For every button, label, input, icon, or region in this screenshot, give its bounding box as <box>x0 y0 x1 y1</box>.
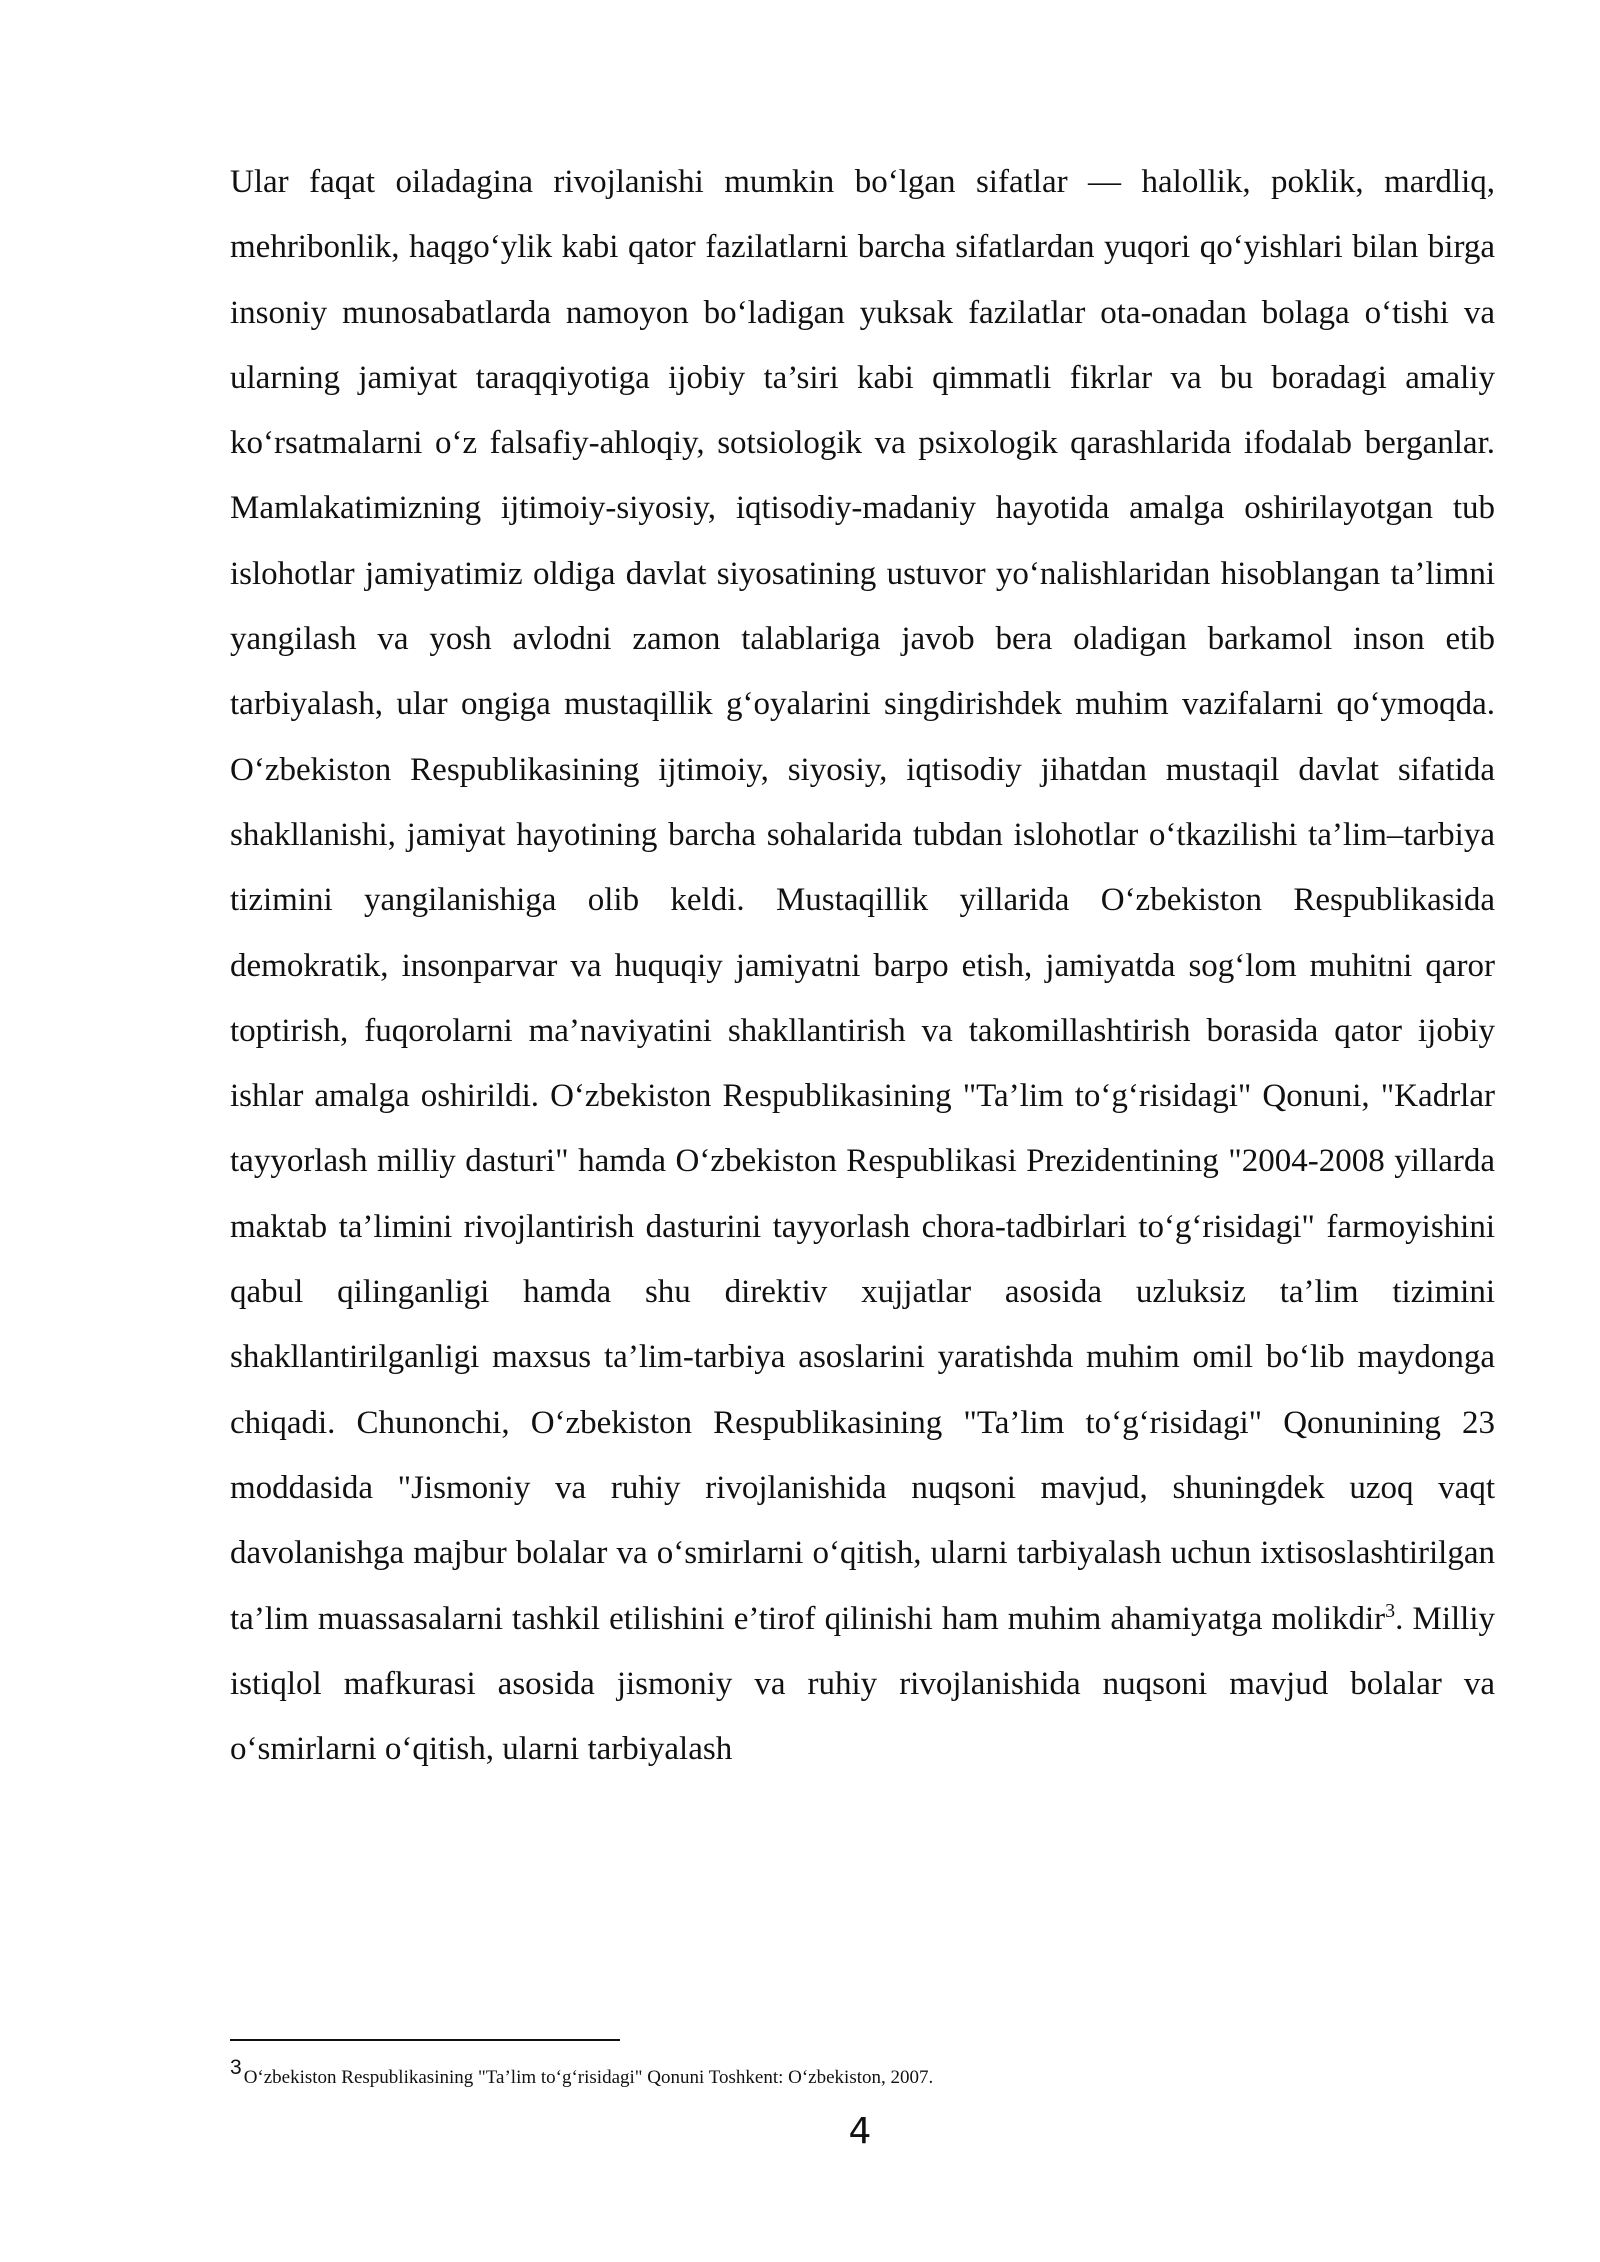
body-text-after-ref: . Milliy istiqlol mafkurasi asosida jismoniy va ruhiy rivojlanishida nuqsoni mavjud bolalar va o‘smirlarni o‘qitish, ularni tarbiyalash <box>230 1600 1495 1768</box>
page-number: 4 <box>848 2111 872 2152</box>
footnote-reference[interactable]: 3 <box>1385 1599 1396 1622</box>
footnote-text: O‘zbekiston Respublikasining "Ta’lim to‘g‘risidagi" Qonuni Toshkent: O‘zbekiston, 2007. <box>243 2067 934 2088</box>
footnote <box>230 2056 1495 2092</box>
body-paragraph <box>230 150 1495 1782</box>
footnote-separator <box>230 2039 620 2041</box>
footnote-marker: 3 <box>230 2056 242 2079</box>
body-text-before-ref: Ular faqat oiladagina rivojlanishi mumkin bo‘lgan sifatlar — halollik, poklik, mardliq, mehribonlik, haqgo‘ylik kabi qator fazilatlarni barcha sifatlardan yuqori qo‘yishlari bilan birga insoniy munosabatlarda namoyon bo‘ladigan yuksak fazilatlar ota-onadan bolaga o‘tishi va ularning jamiyat taraqqiyotiga ijobiy ta’siri kabi qimmatli fikrlar va bu boradagi amaliy ko‘rsatmalarni o‘z falsafiy-ahloqiy, sotsiologik va psixologik qarashlarida ifodalab berganlar. Mamlakatimizning ijtimoiy-siyosiy, iqtisodiy-madaniy hayotida amalga oshirilayotgan tub islohotlar jamiyatimiz oldiga davlat siyosatining ustuvor yo‘nalishlaridan hisoblangan ta’limni yangilash va yosh avlodni zamon talablariga javob bera oladigan barkamol inson etib tarbiyalash, ular ongiga mustaqillik g‘oyalarini singdirishdek muhim vazifalarni qo‘ymoqda. O‘zbekiston Respublikasining ijtimoiy, siyosiy, iqtisodiy jihatdan mustaqil davlat sifatida shakllanishi, jamiyat hayotining barcha sohalarida tubdan islohotlar o‘tkazilishi ta’lim–tarbiya tizimini yangilanishiga olib keldi. Mustaqillik yillarida O‘zbekiston Respublikasida demokratik, insonparvar va huquqiy jamiyatni barpo etish, jamiyatda sog‘lom muhitni qaror toptirish, fuqorolarni ma’naviyatini shakllantirish va takomillashtirish borasida qator ijobiy ishlar amalga oshirildi. O‘zbekiston Respublikasining "Ta’lim to‘g‘risidagi" Qonuni, "Kadrlar tayyorlash milliy dasturi" hamda O‘zbekiston Respublikasi Prezidentining "2004-2008 yillarda maktab ta’limini rivojlantirish dasturini tayyorlash chora-tadbirlari to‘g‘risidagi" farmoyishini qabul qilinganligi hamda shu direktiv xujjatlar asosida uzluksiz ta’lim tizimini shakllantirilganligi maxsus ta’lim-tarbiya asoslarini yaratishda muhim omil bo‘lib maydonga chiqadi. Chunonchi, O‘zbekiston Respublikasining "Ta’lim to‘g‘risidagi" Qonunining 23 moddasida "Jismoniy va ruhiy rivojlanishida nuqsoni mavjud, shuningdek uzoq vaqt davolanishga majbur bolalar va o‘smirlarni o‘qitish, ularni tarbiyalash uchun ixtisoslashtirilgan ta’lim muassasalarni tashkil etilishini e’tirof qilinishi ham muhim ahamiyatga molikdir <box>230 164 1495 1637</box>
